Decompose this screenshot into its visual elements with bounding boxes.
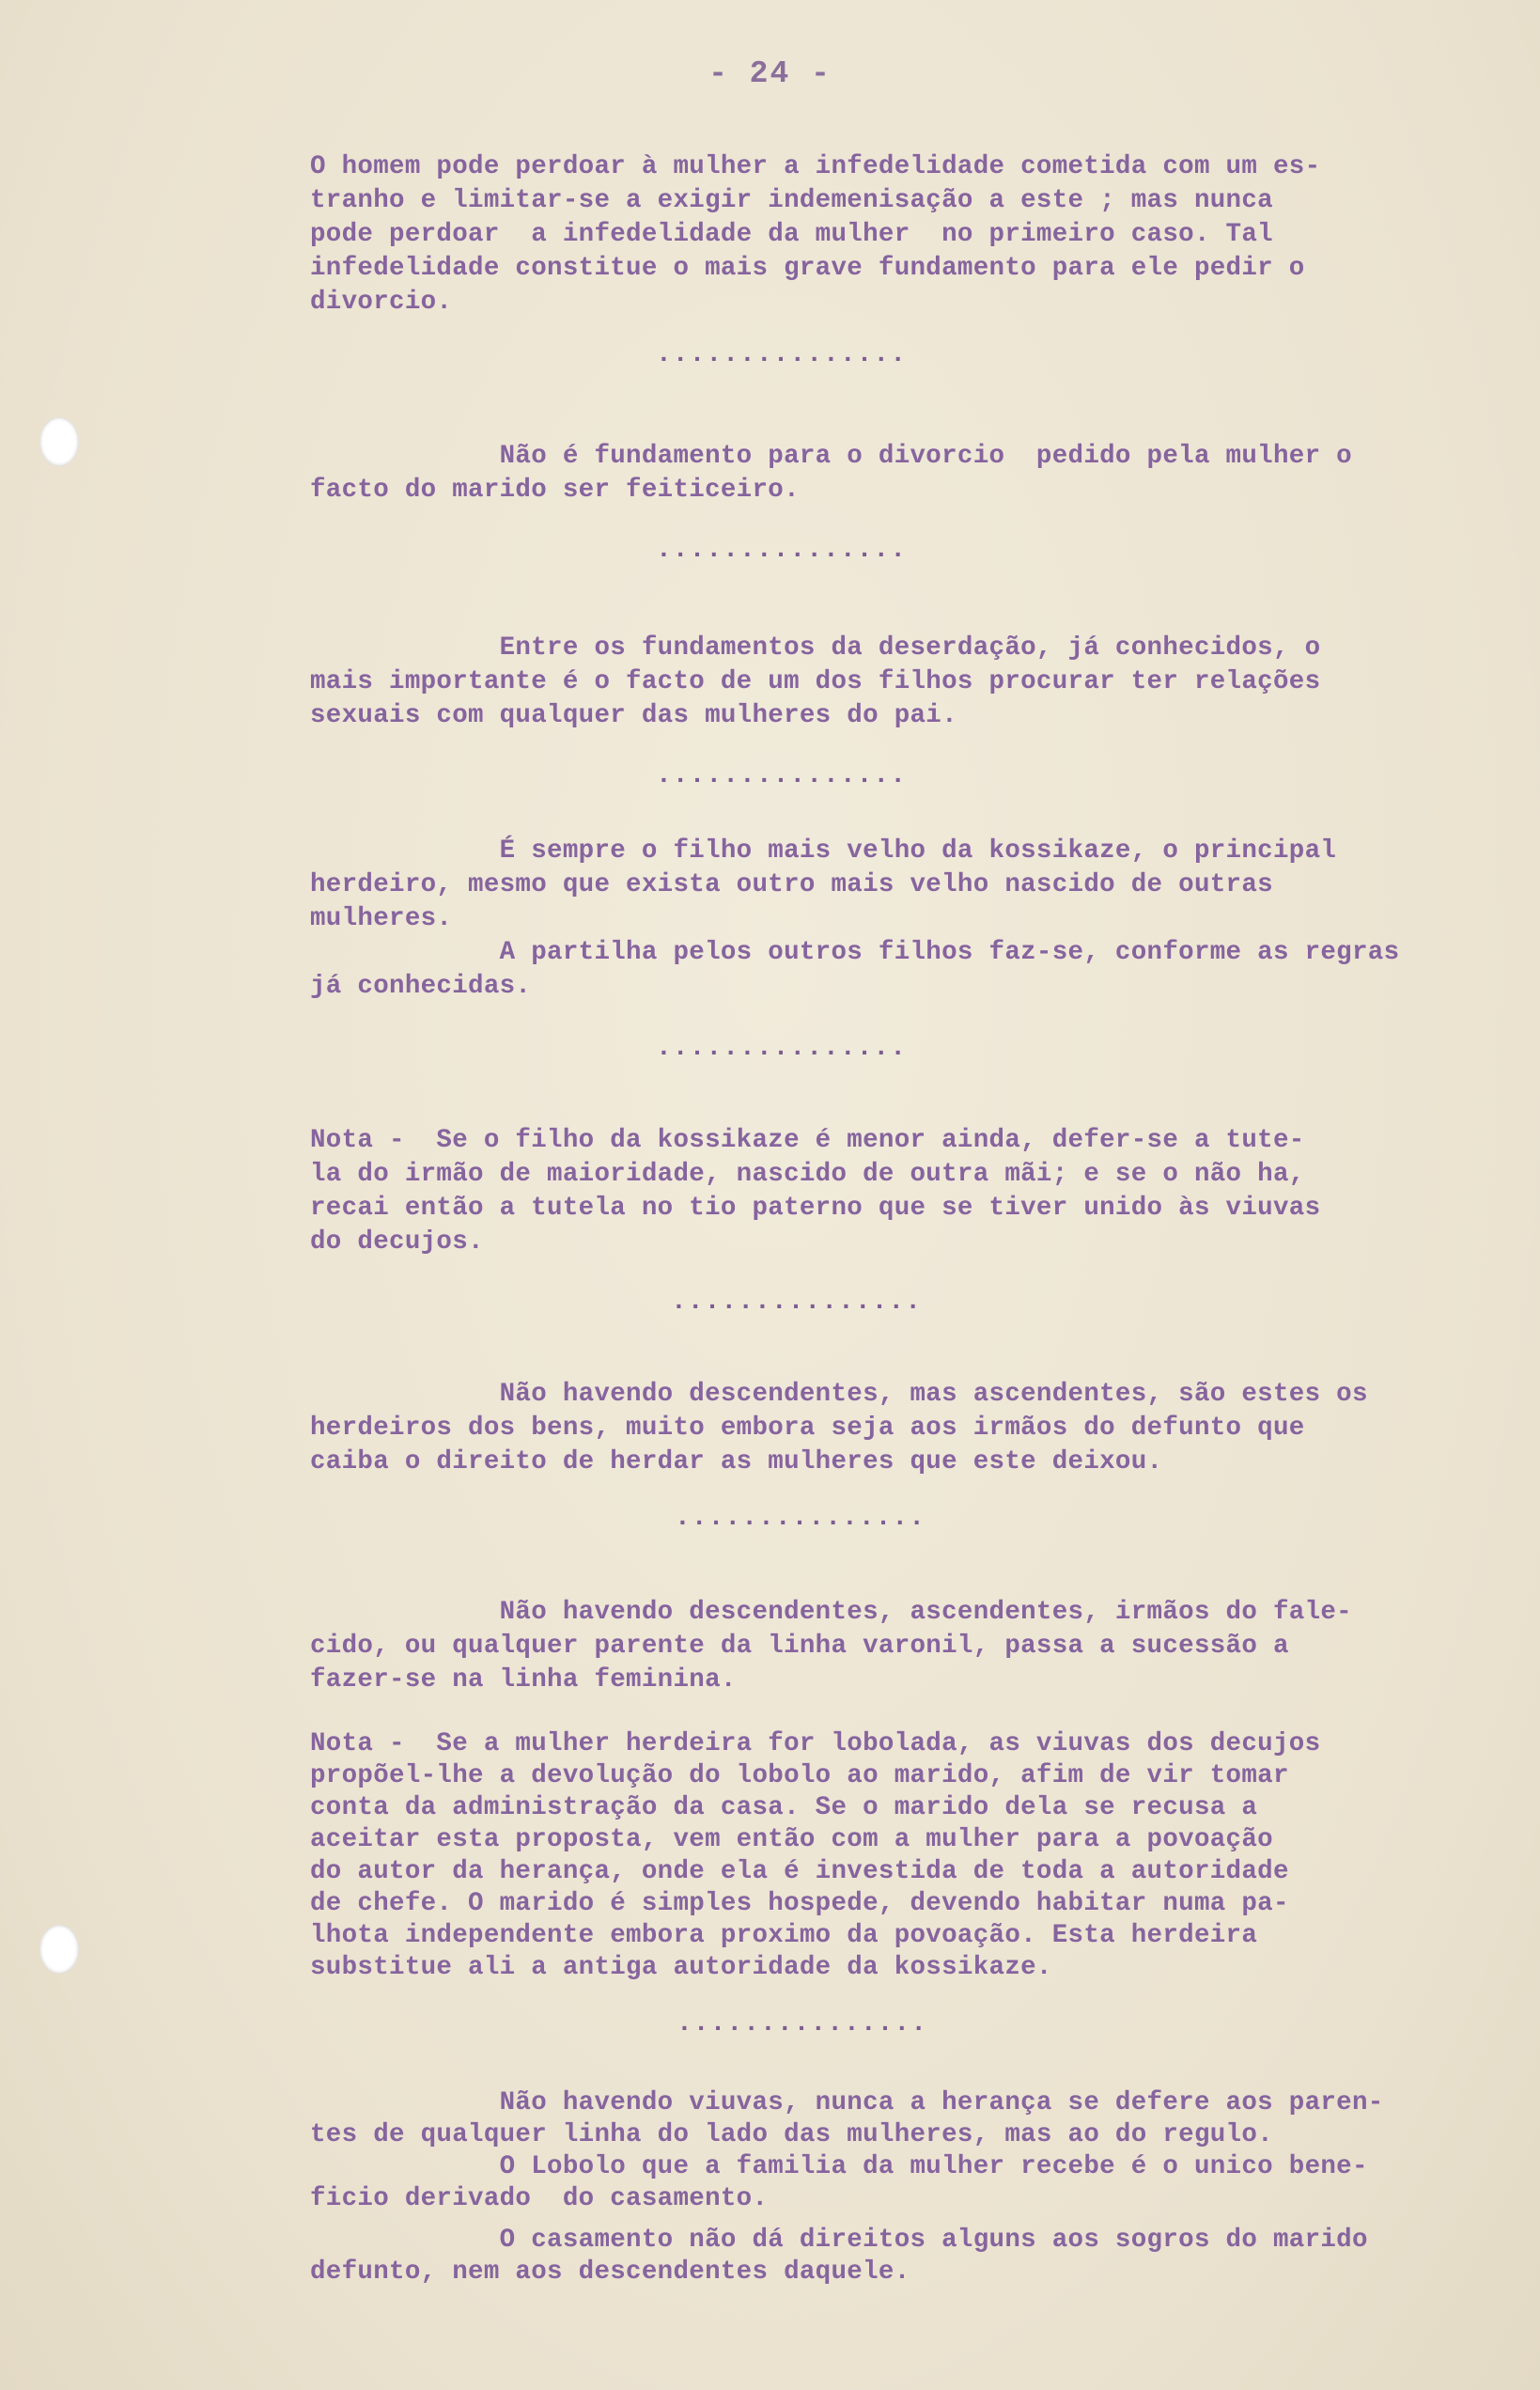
text-line: herdeiros dos bens, muito embora seja aos irmãos do defunto que	[310, 1414, 1305, 1443]
text-line: Nota - Se o filho da kossikaze é menor ainda, defer-se a tute-	[310, 1126, 1305, 1155]
text-line: É sempre o filho mais velho da kossikaze, o principal	[310, 836, 1337, 866]
section-separator: ...............	[677, 2009, 928, 2039]
punch-hole	[39, 417, 79, 466]
text-line: O Lobolo que a familia da mulher recebe é o unico bene-	[310, 2152, 1368, 2181]
page-number: - 24 -	[708, 56, 832, 91]
text-line: A partilha pelos outros filhos faz-se, conforme as regras	[310, 938, 1400, 967]
text-line: divorcio.	[310, 288, 453, 317]
text-line: facto do marido ser feiticeiro.	[310, 476, 800, 505]
text-line: la do irmão de maioridade, nascido de outra mãi; e se o não ha,	[310, 1160, 1305, 1189]
text-line: lhota independente embora proximo da povoação. Esta herdeira	[310, 1921, 1258, 1950]
text-line: tranho e limitar-se a exigir indemenisação a este ; mas nunca	[310, 186, 1273, 215]
punch-hole	[39, 1925, 79, 1974]
text-line: Nota - Se a mulher herdeira for lobolada, as viuvas dos decujos	[310, 1729, 1321, 1758]
text-line: cido, ou qualquer parente da linha varonil, passa a sucessão a	[310, 1632, 1289, 1661]
text-line: Não é fundamento para o divorcio pedido pela mulher o	[310, 442, 1352, 471]
text-line: ficio derivado do casamento.	[310, 2184, 769, 2213]
text-line: Entre os fundamentos da deserdação, já conhecidos, o	[310, 633, 1321, 663]
text-line: do decujos.	[310, 1227, 484, 1257]
text-line: substitue ali a antiga autoridade da kossikaze.	[310, 1953, 1052, 1982]
section-separator: ...............	[656, 536, 908, 565]
text-line: herdeiro, mesmo que exista outro mais velho nascido de outras	[310, 870, 1273, 899]
text-line: recai então a tutela no tio paterno que se tiver unido às viuvas	[310, 1194, 1321, 1223]
section-separator: ...............	[656, 340, 908, 369]
section-separator: ...............	[656, 1034, 908, 1063]
text-line: infedelidade constitue o mais grave fundamento para ele pedir o	[310, 254, 1305, 283]
text-line: tes de qualquer linha do lado das mulheres, mas ao do regulo.	[310, 2120, 1273, 2149]
text-line: Não havendo viuvas, nunca a herança se defere aos paren-	[310, 2088, 1384, 2117]
text-line: mais importante é o facto de um dos filhos procurar ter relações	[310, 667, 1321, 696]
text-line: Não havendo descendentes, ascendentes, irmãos do fale-	[310, 1598, 1352, 1627]
text-line: caiba o direito de herdar as mulheres que este deixou.	[310, 1447, 1163, 1476]
text-line: defunto, nem aos descendentes daquele.	[310, 2257, 910, 2287]
section-separator: ...............	[675, 1504, 926, 1533]
text-line: aceitar esta proposta, vem então com a mulher para a povoação	[310, 1825, 1273, 1854]
text-line: já conhecidas.	[310, 972, 532, 1001]
text-line: do autor da herança, onde ela é investida de toda a autoridade	[310, 1857, 1289, 1886]
section-separator: ...............	[671, 1288, 923, 1317]
text-line: sexuais com qualquer das mulheres do pai.	[310, 701, 957, 730]
text-line: O casamento não dá direitos alguns aos sogros do marido	[310, 2226, 1368, 2255]
text-line: propõel-lhe a devolução do lobolo ao marido, afim de vir tomar	[310, 1761, 1289, 1790]
text-line: fazer-se na linha feminina.	[310, 1665, 737, 1695]
text-line: Não havendo descendentes, mas ascendentes, são estes os	[310, 1380, 1368, 1409]
text-line: pode perdoar a infedelidade da mulher no primeiro caso. Tal	[310, 220, 1273, 249]
text-line: mulheres.	[310, 904, 453, 933]
text-line: conta da administração da casa. Se o marido dela se recusa a	[310, 1793, 1258, 1822]
text-line: de chefe. O marido é simples hospede, devendo habitar numa pa-	[310, 1889, 1289, 1918]
text-line: O homem pode perdoar à mulher a infedelidade cometida com um es-	[310, 152, 1321, 181]
section-separator: ...............	[656, 761, 908, 790]
